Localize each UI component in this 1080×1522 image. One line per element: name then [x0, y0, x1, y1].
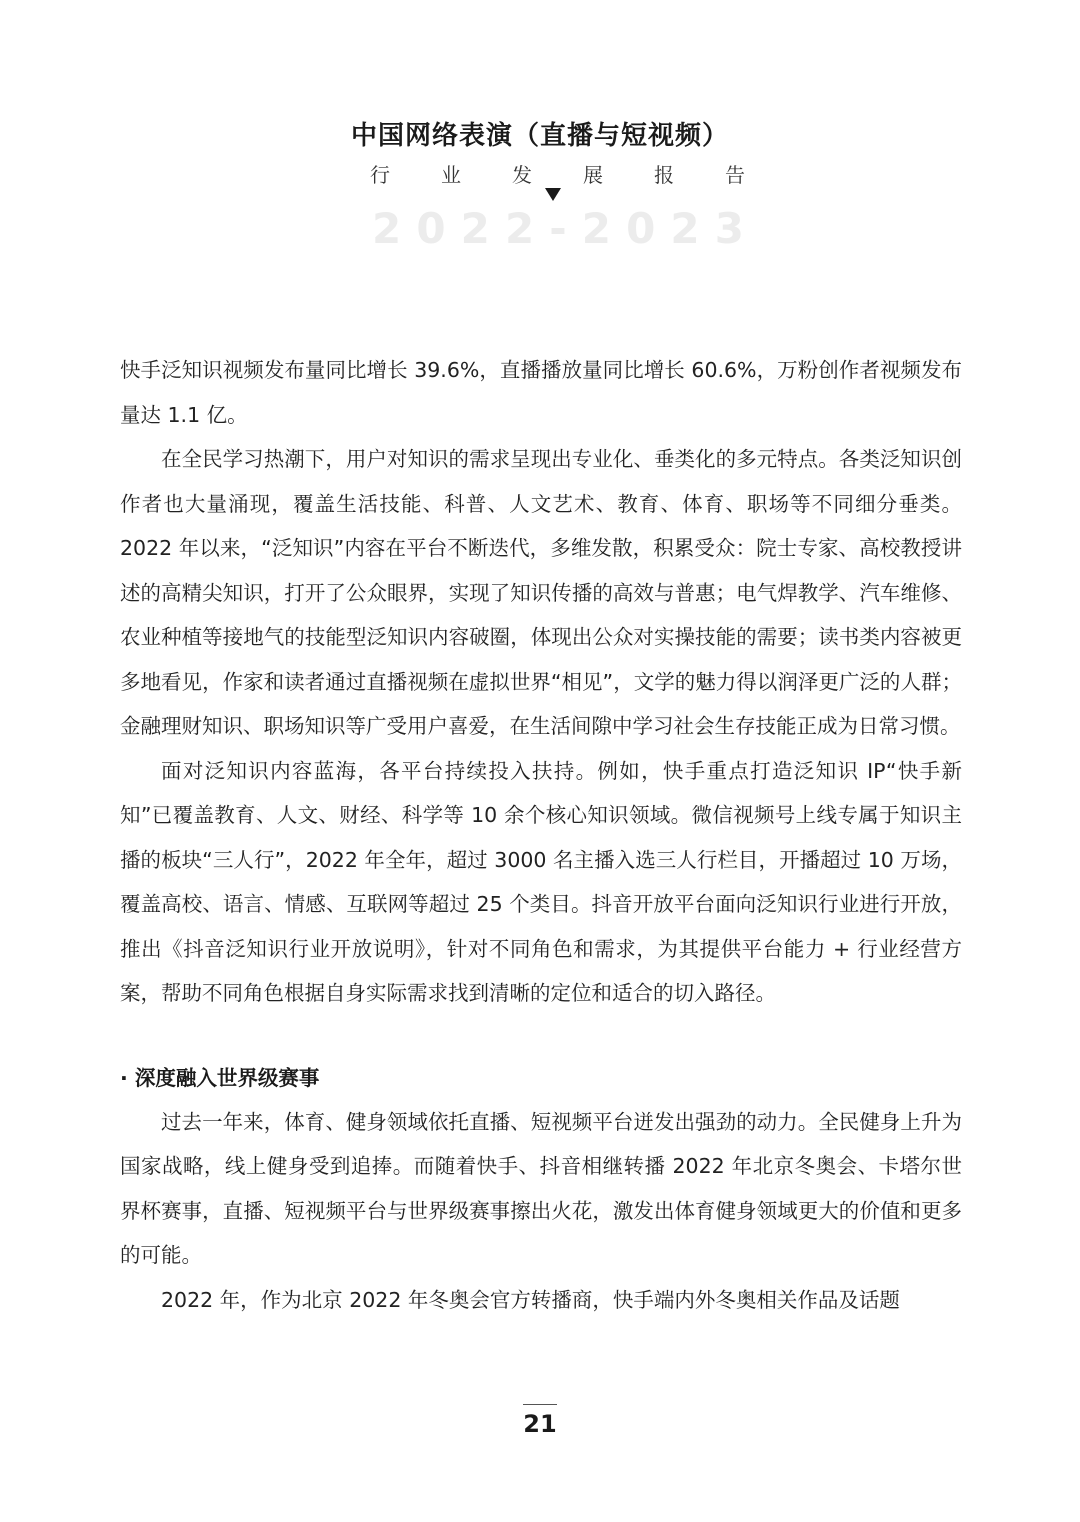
report-header: [0, 118, 1080, 253]
triangle-down-icon: [545, 188, 561, 201]
year-char: -: [549, 204, 567, 253]
article-body: [120, 348, 962, 1322]
subtitle-char: 展: [583, 163, 603, 187]
year-char: 0: [626, 204, 656, 253]
year-char: 3: [714, 204, 744, 253]
subtitle-char: 告: [725, 163, 745, 187]
year-char: 0: [416, 204, 446, 253]
paragraph: 过去一年来，体育、健身领域依托直播、短视频平台迸发出强劲的动力。全民健身上升为国家战略，线上健身受到追捧。而随着快手、抖音相继转播 2022 年北京冬奥会、卡塔尔世界杯赛事，直播、短视频平台与世界级赛事擦出火花，激发出体育健身领域更大的价值和更多的可能。: [120, 1109, 962, 1267]
paragraph: 面对泛知识内容蓝海，各平台持续投入扶持。例如，快手重点打造泛知识 IP“快手新知”已覆盖教育、人文、财经、科学等 10 余个核心知识领域。微信视频号上线专属于知识主播的板块“三人行”，2022 年全年，超过 3000 名主播入选三人行栏目，开播超过 10 万场，覆盖高校、语言、情感、互联网等超过 25 个类目。抖音开放平台面向泛知识行业进行开放，推出《抖音泛知识行业开放说明》，针对不同角色和需求，为其提供平台能力 + 行业经营方案，帮助不同角色根据自身实际需求找到清晰的定位和适合的切入路径。: [120, 758, 962, 1005]
subtitle-char: 业: [441, 163, 461, 187]
page-number: 21: [523, 1410, 557, 1438]
year-char: 2: [372, 204, 402, 253]
year-char: 2: [504, 204, 535, 253]
year-char: 2: [460, 204, 490, 253]
year-char: 2: [581, 204, 611, 253]
report-subtitle: [370, 162, 745, 188]
subtitle-char: 行: [370, 163, 390, 187]
footer-divider: [523, 1404, 557, 1405]
report-years: [372, 204, 744, 254]
year-char: 2: [670, 204, 700, 253]
subtitle-char: 发: [512, 163, 532, 187]
paragraph: 快手泛知识视频发布量同比增长 39.6%，直播播放量同比增长 60.6%，万粉创作者视频发布量达 1.1 亿。: [120, 358, 962, 427]
subtitle-char: 报: [654, 163, 674, 187]
paragraph: 2022 年，作为北京 2022 年冬奥会官方转播商，快手端内外冬奥相关作品及话题: [161, 1287, 900, 1312]
report-title: 中国网络表演（直播与短视频）: [350, 121, 729, 151]
paragraph: 在全民学习热潮下，用户对知识的需求呈现出专业化、垂类化的多元特点。各类泛知识创作者也大量涌现，覆盖生活技能、科普、人文艺术、教育、体育、职场等不同细分垂类。2022 年以来，“泛知识”内容在平台不断迭代，多维发散，积累受众：院士专家、高校教授讲述的高精尖知识，打开了公众眼界，实现了知识传播的高效与普惠；电气焊教学、汽车维修、农业种植等接地气的技能型泛知识内容破圈，体现出公众对实操技能的需要；读书类内容被更多地看见，作家和读者通过直播视频在虚拟世界“相见”，文学的魅力得以润泽更广泛的人群；金融理财知识、职场知识等广受用户喜爱，在生活间隙中学习社会生存技能正成为日常习惯。: [120, 447, 962, 738]
section-heading: · 深度融入世界级赛事: [120, 1065, 320, 1090]
